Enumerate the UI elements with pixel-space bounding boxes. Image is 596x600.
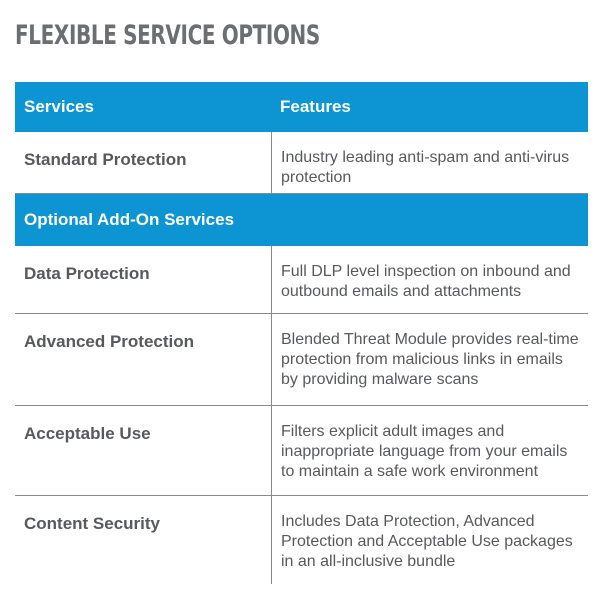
table-row-acceptable-use (15, 406, 588, 496)
service-name: Standard Protection (24, 150, 187, 169)
section-label: Optional Add-On Services (24, 210, 235, 229)
table-row-advanced-protection (15, 314, 588, 406)
table-header-row (15, 82, 588, 132)
service-feature: Full DLP level inspection on inbound and outbound emails and attachments (271, 246, 588, 313)
service-feature: Filters explicit adult images and inappropriate language from your emails to maintain a safe work environment (271, 406, 588, 495)
service-feature: Blended Threat Module provides real-time protection from malicious links in emails by providing malware scans (271, 314, 588, 405)
service-feature: Industry leading anti-spam and anti-virus protection (271, 132, 588, 193)
column-header-features: Features (280, 97, 351, 116)
table-row-data-protection (15, 246, 588, 314)
column-header-services: Services (24, 97, 94, 116)
table-row-content-security (15, 496, 588, 584)
service-feature: Includes Data Protection, Advanced Protection and Acceptable Use packages in an all-inclusive bundle (271, 496, 588, 584)
service-name: Advanced Protection (24, 332, 195, 351)
service-name: Data Protection (24, 264, 150, 283)
section-header-row (15, 194, 588, 246)
table-row-standard-protection (15, 132, 588, 194)
page-title: FLEXIBLE SERVICE OPTIONS (15, 20, 320, 51)
service-name: Content Security (24, 514, 161, 533)
service-name: Acceptable Use (24, 424, 151, 443)
service-options-table (15, 82, 588, 584)
